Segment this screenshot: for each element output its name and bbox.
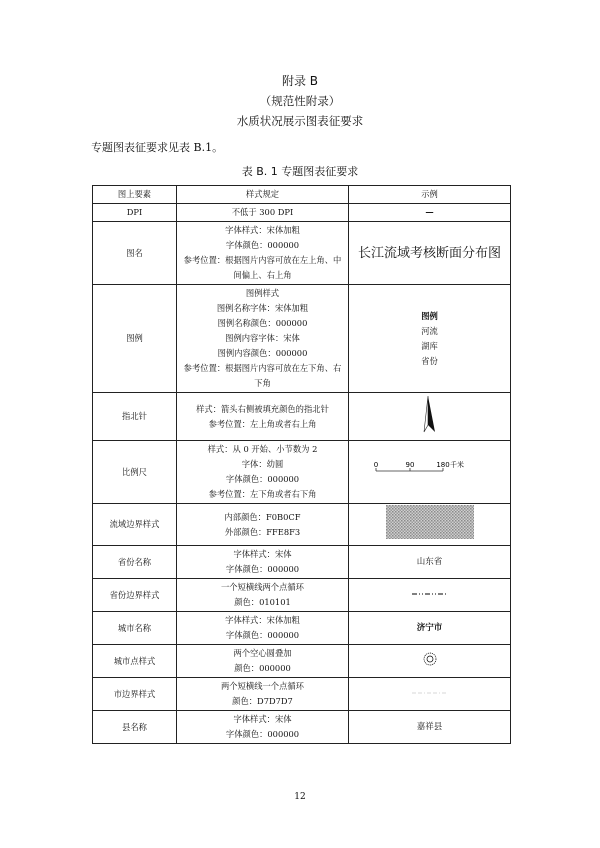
table-row bbox=[93, 678, 511, 711]
normative-label: （规范性附录） bbox=[259, 94, 341, 108]
spec-line: 颜色：000000 bbox=[234, 663, 291, 673]
example-cell bbox=[349, 504, 511, 546]
example-cell bbox=[349, 579, 511, 612]
spec-line: 字体样式：宋体加粗 bbox=[225, 225, 300, 235]
spec-line: 字体：幼圆 bbox=[241, 459, 284, 469]
table-row bbox=[93, 546, 511, 579]
table-row bbox=[93, 579, 511, 612]
scale-tick-label: 0 bbox=[373, 460, 378, 469]
spec-cell bbox=[177, 711, 349, 744]
spec-line: 字体颜色：000000 bbox=[225, 729, 300, 739]
element-cell: 图例 bbox=[93, 285, 177, 393]
spec-line: 图例内容颜色：000000 bbox=[217, 348, 308, 358]
spec-line: 图例内容字体：宋体 bbox=[225, 333, 300, 343]
page-number: 12 bbox=[294, 792, 306, 802]
appendix-title: 水质状况展示图表征要求 bbox=[236, 114, 364, 128]
spec-line: 不低于 300 DPI bbox=[231, 207, 294, 217]
spec-line: 字体样式：宋体 bbox=[233, 549, 292, 559]
spec-line: 字体颜色：000000 bbox=[225, 474, 300, 484]
spec-cell bbox=[177, 222, 349, 285]
table-row bbox=[93, 204, 511, 222]
spec-line: 字体样式：宋体 bbox=[233, 714, 292, 724]
legend-example-item: 省份 bbox=[421, 355, 438, 366]
table-row bbox=[93, 393, 511, 441]
table-row bbox=[93, 441, 511, 504]
basin-boundary-swatch bbox=[386, 505, 474, 539]
example-cell: 嘉祥县 bbox=[349, 711, 511, 744]
element-cell: 城市点样式 bbox=[93, 645, 177, 678]
table-row bbox=[93, 222, 511, 285]
spec-cell bbox=[177, 678, 349, 711]
spec-line: 颜色：D7D7D7 bbox=[232, 696, 293, 706]
element-cell: 城市名称 bbox=[93, 612, 177, 645]
header-spec: 样式规定 bbox=[177, 186, 349, 204]
spec-line: 字体颜色：000000 bbox=[225, 630, 300, 640]
spec-line: 字体样式：宋体加粗 bbox=[225, 615, 300, 625]
spec-line: 样式：从 0 开始、小节数为 2 bbox=[207, 444, 318, 454]
table-row bbox=[93, 711, 511, 744]
element-cell: 流域边界样式 bbox=[93, 504, 177, 546]
element-cell: 比例尺 bbox=[93, 441, 177, 504]
spec-line: 图例名称颜色：000000 bbox=[217, 318, 308, 328]
spec-line: 两个短横线一个点循环 bbox=[221, 681, 304, 691]
spec-line: 两个空心圆叠加 bbox=[233, 648, 292, 658]
city-boundary-line bbox=[410, 689, 450, 697]
table-caption: 表 B. 1 专题图表征要求 bbox=[241, 165, 359, 178]
header-example: 示例 bbox=[349, 186, 511, 204]
spec-line: 参考位置：根据图片内容可放在左上角、中 bbox=[183, 255, 342, 265]
intro-text: 专题图表征要求见表 B.1。 bbox=[91, 141, 224, 154]
spec-line: 内部颜色：F0B0CF bbox=[224, 511, 301, 522]
spec-line: 间偏上、右上角 bbox=[233, 270, 292, 280]
north-arrow-icon bbox=[422, 394, 438, 434]
spec-line: 参考位置：左下角或者右下角 bbox=[208, 489, 317, 499]
example-cell bbox=[349, 393, 511, 441]
legend-example-item: 湖库 bbox=[421, 340, 438, 351]
example-cell: 长江流域考核断面分布图 bbox=[349, 222, 511, 285]
example-cell: — bbox=[349, 204, 511, 222]
spec-line: 参考位置：根据图片内容可放在左下角、右 bbox=[183, 363, 342, 373]
spec-cell bbox=[177, 645, 349, 678]
header-element: 图上要素 bbox=[93, 186, 177, 204]
spec-cell bbox=[177, 579, 349, 612]
table-header-row bbox=[93, 186, 511, 204]
table-row bbox=[93, 285, 511, 393]
spec-line: 样式：箭头右侧被填充颜色的指北针 bbox=[196, 403, 329, 414]
spec-line: 参考位置：左上角或者右上角 bbox=[208, 418, 317, 429]
scale-unit-label: 千米 bbox=[449, 460, 464, 469]
legend-example-title: 图例 bbox=[421, 310, 438, 321]
example-cell: 山东省 bbox=[349, 546, 511, 579]
spec-cell bbox=[177, 612, 349, 645]
basin-outer-fill bbox=[386, 505, 474, 539]
city-point-icon bbox=[422, 651, 438, 667]
spec-line: 图例样式 bbox=[245, 288, 280, 298]
element-cell: 市边界样式 bbox=[93, 678, 177, 711]
element-cell: DPI bbox=[93, 204, 177, 222]
spec-line: 外部颜色：FFE8F3 bbox=[224, 526, 301, 537]
element-cell: 指北针 bbox=[93, 393, 177, 441]
spec-cell bbox=[177, 504, 349, 546]
appendix-label: 附录 B bbox=[281, 74, 319, 88]
spec-line: 颜色：010101 bbox=[234, 597, 291, 607]
spec-cell bbox=[177, 285, 349, 393]
element-cell: 图名 bbox=[93, 222, 177, 285]
spec-line: 下角 bbox=[254, 378, 271, 388]
element-cell: 省份边界样式 bbox=[93, 579, 177, 612]
element-cell: 省份名称 bbox=[93, 546, 177, 579]
legend-example-item: 河流 bbox=[421, 325, 438, 336]
spec-cell bbox=[177, 204, 349, 222]
table-row bbox=[93, 504, 511, 546]
spec-cell bbox=[177, 441, 349, 504]
example-cell bbox=[349, 285, 511, 393]
province-boundary-line bbox=[410, 590, 450, 598]
requirements-table bbox=[92, 185, 511, 744]
table-row bbox=[93, 612, 511, 645]
spec-line: 字体颜色：000000 bbox=[225, 240, 300, 250]
spec-line: 图例名称字体：宋体加粗 bbox=[216, 303, 309, 313]
scale-bar-icon bbox=[370, 458, 490, 482]
spec-cell bbox=[177, 546, 349, 579]
scale-tick-label: 90 bbox=[405, 460, 414, 469]
example-cell bbox=[349, 441, 511, 504]
spec-line: 字体颜色：000000 bbox=[225, 564, 300, 574]
example-cell bbox=[349, 678, 511, 711]
element-cell: 县名称 bbox=[93, 711, 177, 744]
example-cell bbox=[349, 645, 511, 678]
scale-tick-label: 180 bbox=[435, 460, 450, 469]
spec-cell bbox=[177, 393, 349, 441]
table-row bbox=[93, 645, 511, 678]
spec-line: 一个短横线两个点循环 bbox=[221, 582, 304, 592]
example-cell: 济宁市 bbox=[349, 612, 511, 645]
